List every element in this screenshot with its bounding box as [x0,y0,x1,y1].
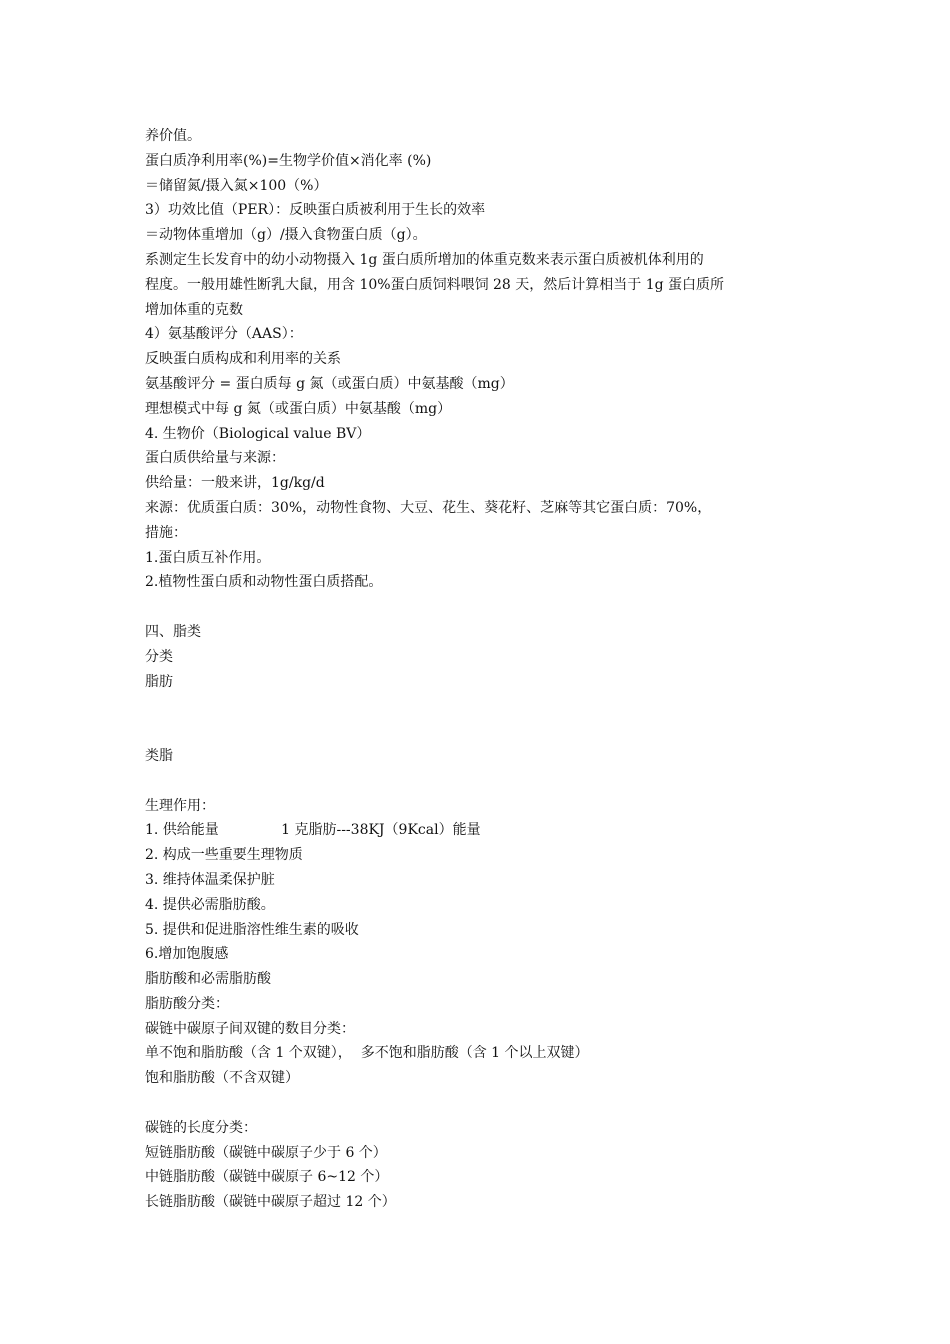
text-line: 4. 生物价（Biological value BV） [145,425,371,442]
text-line: 脂肪 [145,673,173,690]
document-body [145,124,835,1215]
text-line: 单不饱和脂肪酸（含 1 个双键）， 多不饱和脂肪酸（含 1 个以上双键） [145,1045,589,1062]
text-line: 理想模式中每 g 氮（或蛋白质）中氨基酸（mg） [145,400,452,417]
blank-line [145,1091,835,1116]
text-line: ＝储留氮/摄入氮×100（%） [145,177,328,194]
blank-line [145,769,835,794]
text-line: 中链脂肪酸（碳链中碳原子 6~12 个） [145,1169,389,1186]
text-line: 反映蛋白质构成和利用率的关系 [145,351,341,368]
text-line: 蛋白质净利用率(%)=生物学价值×消化率 (%) [145,152,432,169]
text-line: 2.植物性蛋白质和动物性蛋白质搭配。 [145,574,383,591]
text-line: 生理作用： [145,797,215,814]
text-line: 脂肪酸和必需脂肪酸 [145,971,271,988]
blank-line [145,719,835,744]
text-line: 6.增加饱腹感 [145,946,229,963]
text-line: 分类 [145,648,173,665]
text-line: 碳链中碳原子间双键的数目分类： [145,1020,355,1037]
text-line: 增加体重的克数 [145,301,243,318]
text-line: 5. 提供和促进脂溶性维生素的吸收 [145,921,359,938]
text-line: 1. 供给能量 1 克脂肪---38KJ（9Kcal）能量 [145,822,481,839]
text-line: 氨基酸评分 = 蛋白质每 g 氮（或蛋白质）中氨基酸（mg） [145,375,514,392]
text-line: 4. 提供必需脂肪酸。 [145,896,275,913]
text-line: 4）氨基酸评分（AAS）： [145,326,303,343]
text-line: 短链脂肪酸（碳链中碳原子少于 6 个） [145,1144,387,1161]
blank-line [145,694,835,719]
text-line: ＝动物体重增加（g）/摄入食物蛋白质（g）。 [145,227,427,244]
text-line: 饱和脂肪酸（不含双键） [145,1070,299,1087]
text-line: 养价值。 [145,128,201,144]
text-line: 系测定生长发育中的幼小动物摄入 1g 蛋白质所增加的体重克数来表示蛋白质被机体利用的 [145,251,704,268]
text-line: 3）功效比值（PER）：反映蛋白质被利用于生长的效率 [145,202,486,219]
text-line: 类脂 [145,747,173,764]
text-line: 脂肪酸分类： [145,995,229,1012]
text-line: 蛋白质供给量与来源： [145,450,285,467]
text-line: 程度。一般用雄性断乳大鼠，用含 10%蛋白质饲料喂饲 28 天，然后计算相当于 1g 蛋白质所 [145,276,725,293]
text-line: 来源：优质蛋白质：30%，动物性食物、大豆、花生、葵花籽、芝麻等其它蛋白质：70%， [145,499,712,516]
text-line: 碳链的长度分类： [145,1119,257,1136]
text-line: 供给量：一般来讲，1g/kg/d [145,475,325,492]
text-line: 2. 构成一些重要生理物质 [145,847,303,864]
text-line: 措施： [145,524,187,541]
text-line: 四、脂类 [145,623,201,640]
text-line: 3. 维持体温柔保护脏 [145,871,275,888]
text-line: 长链脂肪酸（碳链中碳原子超过 12 个） [145,1194,396,1211]
blank-line [145,595,835,620]
text-line: 1.蛋白质互补作用。 [145,549,271,566]
